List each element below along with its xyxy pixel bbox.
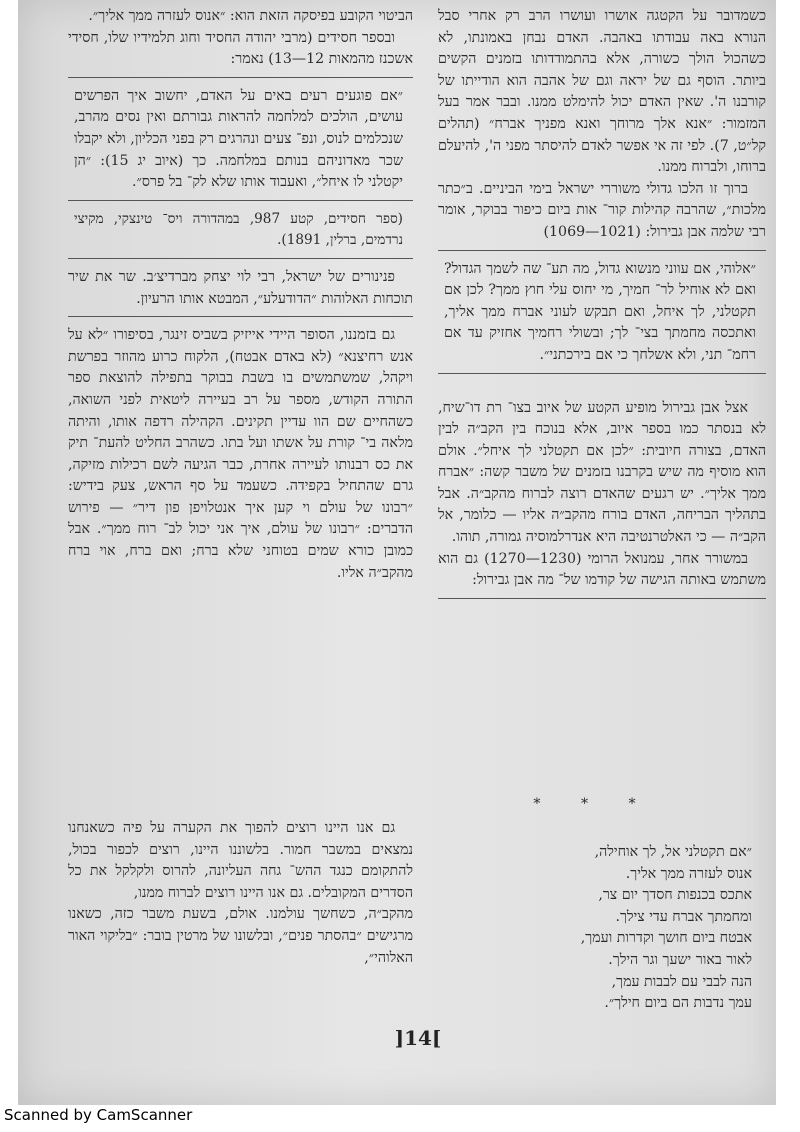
block-quote: ״אלוהי, אם עווני מנשוא גדול, מה תע־ שה לשמך הגדול? ואם לא אוחיל לר־ חמיך, מי יחוס עלי חוץ ממך? לכן אם תקטלני, לך איחל, ואם תבקש לעוני אברח ממך אליך, ואתכסה מחמתך בצי־ לך; ובשולי רחמיך אחזיק עד אם רחמ־ תני, ולא אשלחך כי אם בירכתני״. (444, 260, 756, 363)
poem-line: אנוס לעזרה ממך אליך. (625, 865, 752, 882)
left-column (68, 6, 413, 584)
divider (438, 598, 766, 599)
poem-line: הנה לבבי עם לבבות עמך, (611, 973, 752, 990)
right-column (438, 6, 766, 607)
section-separator: * * * (533, 796, 654, 812)
paragraph: ברוך זו הלכו גדולי משוררי ישראל בימי הביניים. ב״כתר מלכות״, שהרבה קהילות קור־ אות ביום כיפור בבוקר, אומר רבי שלמה אבן גבירול: (1021—1069) (438, 180, 766, 240)
scanned-page (18, 0, 776, 1105)
divider (68, 258, 413, 259)
divider (68, 316, 413, 317)
paragraph: גם בזמננו, הסופר היידי אייזיק בשביס זינגר, בסיפורו ״לא על אנש רחיצנא״ (לא באדם אבטח), הלקוח כרוע מהוזר בפרשת ויקהל, שמשתמשים בו בשבת בבוקר בתפילה להוצאת ספר התורה הקודש, מספר על רב בעיירה ליטאית לפני השואה, כשהחיים שם הוו עדיין תקינים. הקהילה רדפה אותו, והיתה מלאה בי־ קורת על אשתו ועל בתו. כשהרב החליט להעת־ תיק את כס רבנותו לעיירה אחרת, כבר הגיעה לשם רכילות מזיקה, גרם שהתחיל בקפידה. כשעמד על סף הראש, צעק בידיש: ״רבונו של עולם וי קען איך אנטלויפן פון דיר״ — פירוש הדברים: ״רבונו של עולם, איך אני יכול לב־ רוח ממך״. אבל כמובן כורא שמים בטוחני שלא ברח; ואם ברח, אוי ברח מהקב״ה אליו. (68, 327, 413, 581)
divider (68, 77, 413, 78)
poem-line: עמך נדבות הם ביום חילך״. (604, 995, 752, 1012)
book-page (68, 6, 766, 1091)
paragraph: גם אנו היינו רוצים להפוך את הקערה על פיה כשאנחנו נמצאים במשבר חמור. בלשוננו היינו, רוצים לכפור בכול, להתקומם כנגד ההש־ גחה העליונה, להרוס ולקלקל את כל הסדרים המקובלים. גם אנו היינו רוצים לברוח ממנו, (68, 820, 413, 901)
paragraph: ובספר חסידים (מרבי יהודה החסיד וחוג תלמידיו שלו, חסידי אשכנז מהמאות 12—13) נאמר: (68, 29, 413, 68)
poem-line: אתכס בכנפות חסדך יום צר, (598, 887, 752, 904)
divider (438, 373, 766, 374)
closing-paragraph (68, 818, 413, 969)
paragraph: במשורר אחר, עמנואל הרומי (1230—1270) גם הוא משתמש באותה הגישה של קודמו של־ מה אבן גבירול: (438, 550, 766, 589)
poem-block (438, 842, 766, 1015)
poem-line: ומחמתך אברח עדי צילך. (615, 908, 752, 925)
paragraph: אצל אבן גבירול מופיע הקטע של איוב בצו־ רת דו־שיח, לא בנסתר כמו בספר איוב, אלא בנוכח בין הקב״ה לבין האדם, בצורה חיובית: ״לכן אם תקטלני לך איחל״. אולם הוא מוסיף מה שיש בקרבנו בזמנים של משבר קשה: ״אברח ממך אליך״. יש רגעים שהאדם רוצה לברוח מהקב״ה. אבל בתהליך הבריחה, האדם בורח מהקב״ה אליו — כלומר, אל הקב״ה — כי האלטרנטיבה היא אנדרלמוסיה גמורה, תוהו. (438, 399, 766, 546)
poem-line: לאור באור ישעך וגר הילך. (608, 951, 752, 968)
scanner-watermark: Scanned by CamScanner (4, 1106, 193, 1124)
source-citation: (ספר חסידים, קטע 987, במהדורה ויס־ טינצקי, מקיצי נרדמים, ברלין, 1891). (74, 210, 403, 249)
poem-line: אבטח ביום חושך וקדרות ועמך, (580, 930, 752, 947)
paragraph: כשמדובר על הקטגה אושרו ועושרו הרב רק אחרי סבל הנורא באה עבודתו באהבה. האדם נבחן באמונתו, לא כשהכול הולך כשורה, אלא בהתמודדותו בזמנים הקשים ביותר. הוסף גם של יראה וגם של אהבה הוא הודייתו של קורבנו ה'. שאין האדם יכול להימלט ממנו. ובבר אמר בעל המזמור: ״אנא אלך מרוחך ואנא מפניך אברח״ (תהלים קל״ט, 7). לפי זה אי אפשר לאדם להיסתר מפני ה', להיעלם ברוחו, ולברוח ממנו. (438, 8, 766, 176)
divider (68, 200, 413, 201)
paragraph: הביטוי הקובע בפיסקה הזאת הוא: ״אנוס לעזרה ממך אליך״. (88, 8, 413, 24)
poem (438, 842, 766, 1015)
divider (438, 250, 766, 251)
block-quote: ״אם פוגעים רעים באים על האדם, יחשוב איך הפרשים עושים, הולכים למלחמה להראות גבורתם ואין נסים מהרב, שנכלמים לנוס, ונפ־ צעים ונהרגים רק בפני הכליון, ולא יקבלו שכר מאדוניהם בנותם במלחמה. כך (איוב יג 15): ״הן יקטלני לו איחל״, ואעבוד אותו שלא לק־ בל פרס״. (74, 87, 404, 191)
page-number: ]14[ (394, 1026, 442, 1050)
paragraph: פנינורים של ישראל, רבי לוי יצחק מברדיצ׳ב. שר את שיר תוכחות האלוהות ״הדודעלע״, המבטא אותו הרעיון. (68, 268, 413, 307)
paragraph: מהקב״ה, כשחשך עולמנו. אולם, בשעת משבר כזה, כשאנו מרגישים ״בהסתר פנים״, ובלשונו של מרטין בובר: ״בליקוי האור האלוהי״, (68, 906, 413, 966)
poem-line: ״אם תקטלני אל, לך אוחילה, (594, 844, 752, 860)
